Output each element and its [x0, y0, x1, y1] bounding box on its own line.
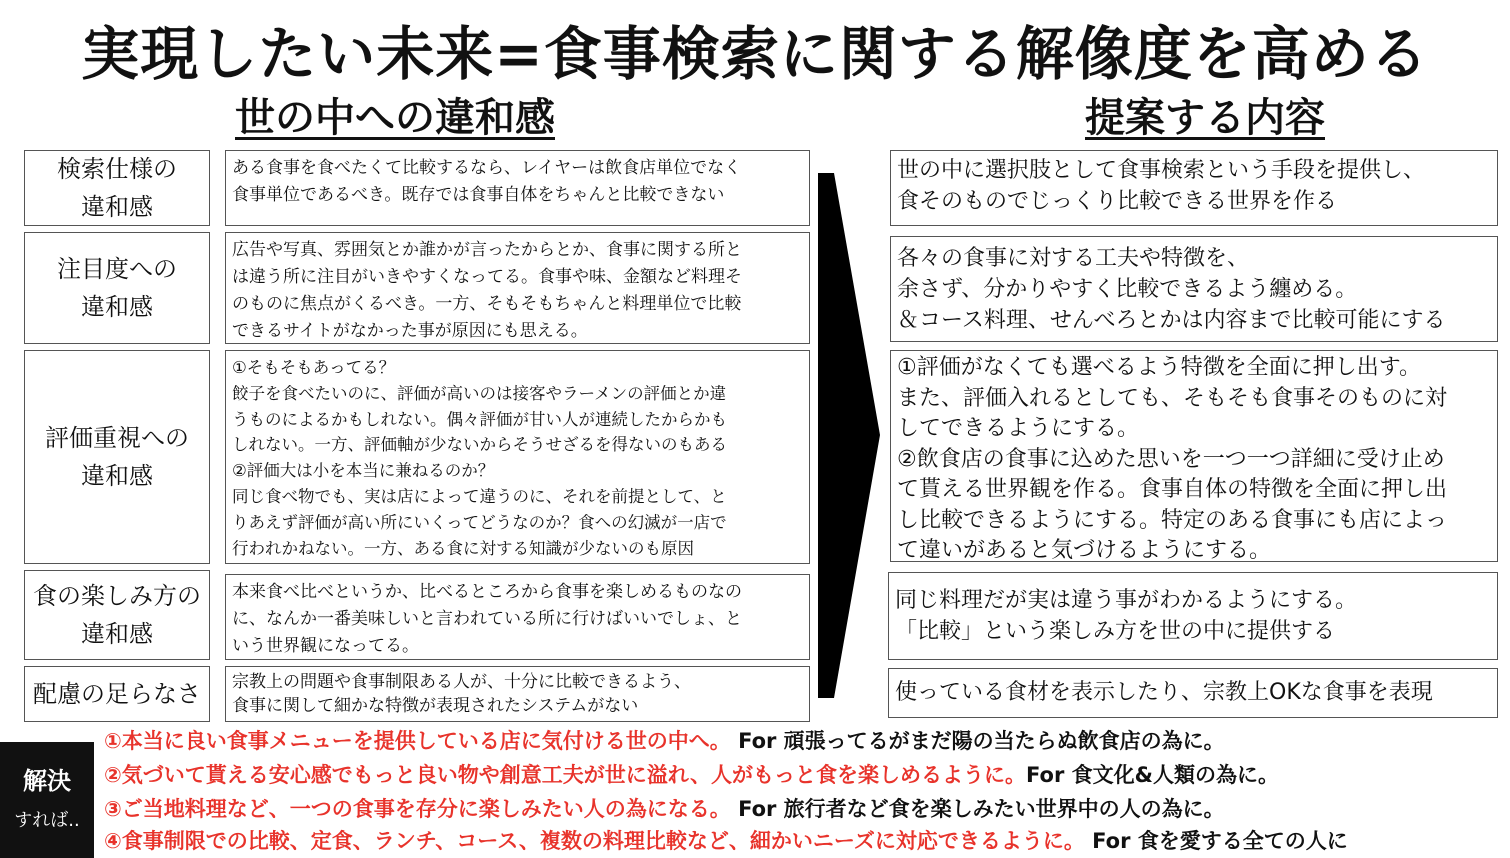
- solution-target-text: For 食文化&人類の為に。: [1026, 763, 1279, 787]
- row-description-search-spec: [225, 150, 810, 226]
- solve-badge-subtitle: すれば..: [14, 810, 80, 831]
- proposal-text: 各々の食事に対する工夫や特徴を、 余さず、分かりやすく比較できるよう纏める。 ＆コース料理、せんべろとかは内容まで比較可能にする: [897, 246, 1446, 333]
- solution-line: [104, 826, 1348, 856]
- solution-main-text: ①本当に良い食事メニューを提供している店に気付ける世の中へ。: [104, 729, 731, 753]
- solution-main-text: ②気づいて貰える安心感でもっと良い物や創意工夫が世に溢れ、人がもっと食を楽しめるように。: [104, 763, 1027, 787]
- proposal-text: 使っている食材を表示したり、宗教上OKな食事を表現: [895, 680, 1433, 705]
- solution-line: [104, 794, 1225, 824]
- right-arrow-icon: [816, 173, 882, 698]
- solution-target-text: For 食を愛する全ての人に: [1084, 829, 1348, 853]
- row-description-rating: [225, 350, 810, 564]
- page-title: 実現したい未来=食事検索に関する解像度を高める: [81, 20, 1429, 88]
- row-label-consideration: [24, 666, 210, 722]
- solution-line: [104, 760, 1279, 790]
- row-description-enjoyment: [225, 574, 810, 660]
- solution-target-text: For 頑張ってるがまだ陽の当たらぬ飲食店の為に。: [730, 729, 1225, 753]
- description-text: 本来食べ比べというか、比べるところから食事を楽しめるものなの に、なんか一番美味しいと言われている所に行けばいいでしょ、と いう世界観になってる。: [232, 582, 742, 656]
- description-text: 宗教上の問題や食事制限ある人が、十分に比較できるよう、 食事に関して細かな特徴が表現されたシステムがない: [232, 672, 691, 716]
- row-proposal-attention: [890, 236, 1498, 342]
- solution-target-text: For 旅行者など食を楽しみたい世界中の人の為に。: [730, 797, 1225, 821]
- row-proposal-enjoyment: [888, 572, 1498, 660]
- row-label-attention: [24, 232, 210, 344]
- proposal-text: 同じ料理だが実は違う事がわかるようにする。 「比較」という楽しみ方を世の中に提供する: [895, 588, 1358, 644]
- row-label-text: 評価重視への 違和感: [45, 424, 189, 490]
- row-description-attention: [225, 232, 810, 344]
- solve-badge: [0, 742, 94, 858]
- row-label-rating: [24, 350, 210, 564]
- proposal-text: 世の中に選択肢として食事検索という手段を提供し、 食そのものでじっくり比較できる世界を作る: [897, 158, 1426, 214]
- row-label-enjoyment: [24, 570, 210, 660]
- row-label-search-spec: [24, 150, 210, 226]
- solution-line: [104, 726, 1225, 756]
- row-label-text: 注目度への 違和感: [57, 255, 177, 321]
- right-section-heading: 提案する内容: [1085, 95, 1325, 141]
- proposal-text: ①評価がなくても選べるよう特徴を全面に押し出す。 また、評価入れるとしても、そもそも食事そのものに対 してできるようにする。 ②飲食店の食事に込めた思いを一つ一つ詳細に受け止め て貰える世界観を作る。食事自体の特徴を全面に押し出 し比較できるようにする。特定のある食事にも店によっ て違いがあると気づけるようにする。: [897, 355, 1448, 562]
- row-label-text: 検索仕様の 違和感: [57, 155, 177, 221]
- row-description-consideration: [225, 666, 810, 722]
- solution-main-text: ④食事制限での比較、定食、ランチ、コース、複数の料理比較など、細かいニーズに対応できるように。: [104, 829, 1085, 853]
- row-proposal-search-spec: [890, 150, 1498, 226]
- solve-badge-title: 解決: [23, 767, 71, 795]
- row-label-text: 食の楽しみ方の 違和感: [33, 582, 201, 648]
- left-section-heading: 世の中への違和感: [235, 95, 555, 141]
- row-proposal-rating: [890, 350, 1498, 562]
- solution-main-text: ③ご当地料理など、一つの食事を存分に楽しみたい人の為になる。: [104, 797, 731, 821]
- description-text: ①そもそもあってる？ 餃子を食べたいのに、評価が高いのは接客やラーメンの評価とか違 うものによるかもしれない。偶々評価が甘い人が連続したからかも しれない。一方、評価軸が少ないからそうせざるを得ないのもある ②評価大は小を本当に兼ねるのか？ 同じ食べ物でも、実は店によって違うのに、それを前提として、と りあえず評価が高い所にいくってどうなのか？食への幻滅が一店で 行われかねない。一方、ある食に対する知識が少ないのも原因: [232, 358, 727, 558]
- description-text: 広告や写真、雰囲気とか誰かが言ったからとか、食事に関する所と は違う所に注目がいきやすくなってる。食事や味、金額など料理そ のものに焦点がくるべき。一方、そもそもちゃんと料理単位で比較 できるサイトがなかった事が原因にも思える。: [232, 240, 742, 341]
- description-text: ある食事を食べたくて比較するなら、レイヤーは飲食店単位でなく 食事単位であるべき。既存では食事自体をちゃんと比較できない: [232, 158, 742, 205]
- row-proposal-consideration: [888, 668, 1498, 718]
- row-label-text: 配慮の足らなさ: [33, 680, 201, 708]
